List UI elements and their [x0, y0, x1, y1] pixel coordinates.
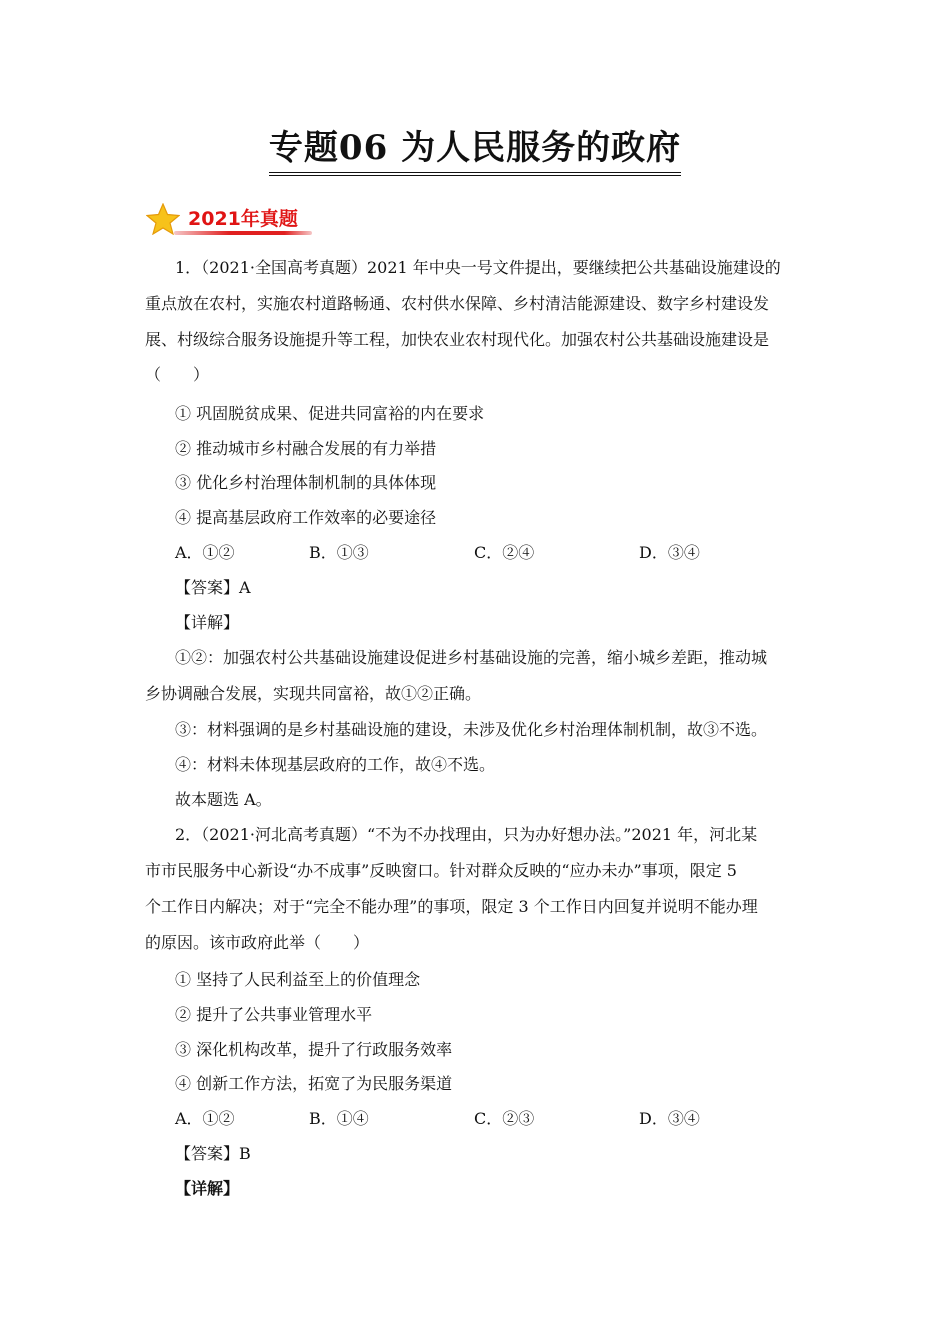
q1-stem-line: （ ） — [145, 365, 210, 384]
page-title: 专题06 为人民服务的政府 — [269, 126, 681, 176]
q1-option-a: A．①② — [175, 543, 235, 562]
q1-explain-line: ④：材料未体现基层政府的工作，故④不选。 — [175, 755, 496, 774]
q1-explain-line: 乡协调融合发展，实现共同富裕，故①②正确。 — [145, 684, 482, 703]
q2-item: ① 坚持了人民利益至上的价值理念 — [175, 970, 421, 989]
q2-item: ② 提升了公共事业管理水平 — [175, 1005, 373, 1024]
q1-answer: 【答案】A — [175, 578, 251, 597]
q1-item: ① 巩固脱贫成果、促进共同富裕的内在要求 — [175, 404, 485, 423]
q2-stem-line: 个工作日内解决；对于“完全不能办理”的事项，限定 3 个工作日内回复并说明不能办理 — [145, 897, 758, 916]
q1-explain-line: ①②：加强农村公共基础设施建设促进乡村基础设施的完善，缩小城乡差距，推动城 — [175, 648, 768, 667]
q1-option-d: D．③④ — [639, 543, 700, 562]
section-tag-underline — [174, 231, 312, 235]
q2-option-c: C．②③ — [474, 1109, 535, 1128]
q1-stem-line: 展、村级综合服务设施提升等工程，加快农业农村现代化。加强农村公共基础设施建设是 — [145, 330, 770, 349]
q1-option-b: B．①③ — [309, 543, 369, 562]
q1-stem-line: 1．（2021·全国高考真题）2021 年中央一号文件提出，要继续把公共基础设施建设的 — [175, 258, 781, 277]
q2-item: ③ 深化机构改革，提升了行政服务效率 — [175, 1040, 453, 1059]
q2-stem-line: 的原因。该市政府此举（ ） — [145, 933, 370, 952]
q2-explain-label: 【详解】 — [175, 1179, 240, 1198]
q2-option-a: A．①② — [175, 1109, 235, 1128]
q1-explain-line: 故本题选 A。 — [175, 790, 272, 809]
q1-item: ③ 优化乡村治理体制机制的具体体现 — [175, 473, 437, 492]
q2-stem-line: 市市民服务中心新设“办不成事”反映窗口。针对群众反映的“应办未办”事项，限定 5 — [145, 861, 737, 880]
section-tag — [146, 202, 316, 236]
q1-item: ② 推动城市乡村融合发展的有力举措 — [175, 439, 437, 458]
q2-answer: 【答案】B — [175, 1144, 251, 1163]
q1-option-c: C．②④ — [474, 543, 535, 562]
title-container — [0, 126, 950, 176]
q2-option-b: B．①④ — [309, 1109, 369, 1128]
q1-explain-line: ③：材料强调的是乡村基础设施的建设，未涉及优化乡村治理体制机制，故③不选。 — [175, 720, 768, 739]
q2-option-d: D．③④ — [639, 1109, 700, 1128]
q2-item: ④ 创新工作方法，拓宽了为民服务渠道 — [175, 1074, 453, 1093]
q1-item: ④ 提高基层政府工作效率的必要途径 — [175, 508, 437, 527]
q2-stem-line: 2．（2021·河北高考真题）“不为不办找理由，只为办好想办法。”2021 年，河北某 — [175, 825, 758, 844]
q1-explain-label: 【详解】 — [175, 613, 240, 632]
section-tag-label: 2021年真题 — [188, 208, 298, 230]
q1-stem-line: 重点放在农村，实施农村道路畅通、农村供水保障、乡村清洁能源建设、数字乡村建设发 — [145, 294, 770, 313]
